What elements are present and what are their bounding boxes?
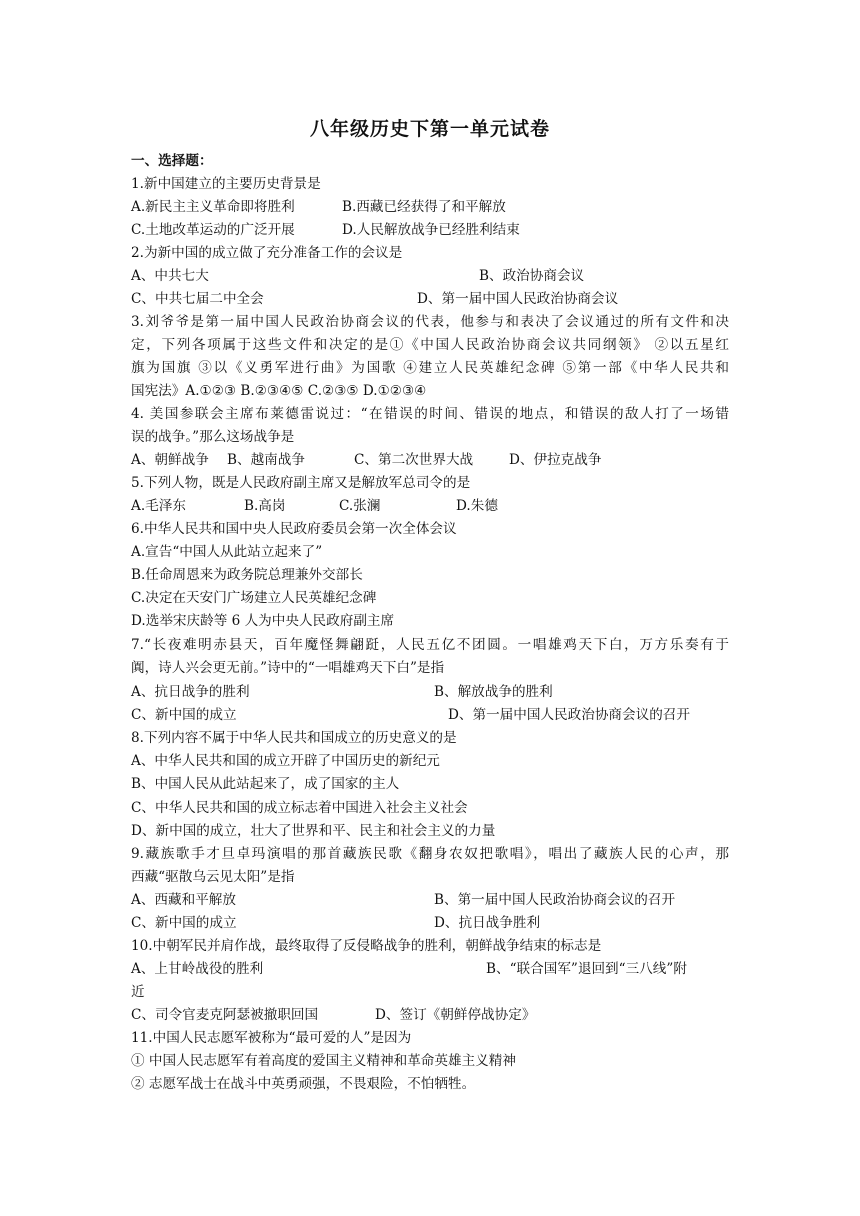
question-9-row-2 bbox=[131, 912, 541, 935]
option-b-continued: 近 bbox=[131, 984, 145, 1000]
option-d: D、伊拉克战争 bbox=[509, 452, 602, 468]
option-a: A.新民主主义革命即将胜利 bbox=[131, 199, 295, 215]
option-b: B、政治协商会议 bbox=[479, 268, 585, 284]
question-1-row-2 bbox=[131, 219, 520, 242]
option-d: D.选举宋庆龄等 6 人为中央人民政府副主席 bbox=[131, 613, 395, 629]
question-9-line-2: 西藏“驱散乌云见太阳”是指 bbox=[131, 869, 295, 885]
question-3-line-3: 旗为国旗 ③以《义勇军进行曲》为国歌 ④建立人民英雄纪念碑 ⑤第一部《中华人民共和 bbox=[131, 360, 729, 376]
question-2-stem: 2.为新中国的成立做了充分准备工作的会议是 bbox=[131, 245, 403, 261]
question-2-row-1 bbox=[131, 265, 585, 288]
question-5-stem: 5.下列人物，既是人民政府副主席又是解放军总司令的是 bbox=[131, 475, 471, 491]
question-7-line-2: 阗，诗人兴会更无前。”诗中的“一唱雄鸡天下白”是指 bbox=[131, 660, 445, 676]
option-b: B.高岗 bbox=[244, 498, 286, 514]
option-b: B.任命周恩来为政务院总理兼外交部长 bbox=[131, 567, 363, 583]
option-a: A、中华人民共和国的成立开辟了中国历史的新纪元 bbox=[131, 753, 440, 769]
question-5-options bbox=[131, 495, 498, 518]
question-4-options bbox=[131, 449, 602, 472]
option-c: C、中共七届二中全会 bbox=[131, 291, 264, 307]
question-1-row-1 bbox=[131, 196, 506, 219]
option-c: C、第二次世界大战 bbox=[354, 452, 474, 468]
option-b: B、“联合国军”退回到“三八线”附 bbox=[486, 961, 687, 977]
question-3-line-1: 3.刘爷爷是第一届中国人民政治协商会议的代表，他参与和表决了会议通过的所有文件和决 bbox=[131, 314, 729, 330]
option-a: A、抗日战争的胜利 bbox=[131, 684, 250, 700]
option-d: D、第一届中国人民政治协商会议的召开 bbox=[448, 707, 690, 723]
section-heading: 一、选择题： bbox=[131, 153, 213, 169]
option-c: C、新中国的成立 bbox=[131, 707, 237, 723]
option-a: A、中共七大 bbox=[131, 268, 209, 284]
question-7-row-2 bbox=[131, 704, 690, 727]
list-item: ① 中国人民志愿军有着高度的爱国主义精神和革命英雄主义精神 bbox=[131, 1053, 516, 1069]
option-d: D、新中国的成立，壮大了世界和平、民主和社会主义的力量 bbox=[131, 823, 496, 839]
option-c: C.张澜 bbox=[339, 498, 381, 514]
question-8-stem: 8.下列内容不属于中华人民共和国成立的历史意义的是 bbox=[131, 730, 457, 746]
option-a: A.宣告“中国人从此站立起来了” bbox=[131, 544, 323, 560]
question-11-stem: 11.中国人民志愿军被称为“最可爱的人”是因为 bbox=[131, 1030, 412, 1046]
option-b: B、越南战争 bbox=[227, 452, 305, 468]
option-c: C、中华人民共和国的成立标志着中国进入社会主义社会 bbox=[131, 800, 468, 816]
question-3-line-4: 国宪法》A.①②③ B.②③④⑤ C.②③⑤ D.①②③④ bbox=[131, 383, 427, 399]
option-d: D、签订《朝鲜停战协定》 bbox=[375, 1007, 536, 1023]
question-7-row-1 bbox=[131, 681, 553, 704]
question-10-row-2 bbox=[131, 1004, 536, 1027]
option-a: A、朝鲜战争 bbox=[131, 452, 209, 468]
option-d: D.朱德 bbox=[456, 498, 498, 514]
page-title: 八年级历史下第一单元试卷 bbox=[309, 118, 550, 140]
question-6-stem: 6.中华人民共和国中央人民政府委员会第一次全体会议 bbox=[131, 521, 457, 537]
option-b: B、第一届中国人民政治协商会议的召开 bbox=[434, 892, 676, 908]
question-9-row-1 bbox=[131, 889, 676, 912]
question-4-line-1: 4. 美国参联会主席布莱德雷说过：“在错误的时间、错误的地点，和错误的敌人打了一场错 bbox=[131, 406, 729, 422]
option-a: A.毛泽东 bbox=[131, 498, 186, 514]
option-b: B、中国人民从此站起来了，成了国家的主人 bbox=[131, 776, 400, 792]
option-c: C.决定在天安门广场建立人民英雄纪念碑 bbox=[131, 590, 377, 606]
option-a: A、上甘岭战役的胜利 bbox=[131, 961, 264, 977]
option-c: C、司令官麦克阿瑟被撤职回国 bbox=[131, 1007, 319, 1023]
option-b: B、解放战争的胜利 bbox=[434, 684, 553, 700]
option-d: D、第一届中国人民政治协商会议 bbox=[417, 291, 619, 307]
option-b: B.西藏已经获得了和平解放 bbox=[342, 199, 506, 215]
question-3-line-2: 定，下列各项属于这些文件和决定的是①《中国人民政治协商会议共同纲领》 ②以五星红 bbox=[131, 337, 729, 353]
option-a: A、西藏和平解放 bbox=[131, 892, 236, 908]
question-9-line-1: 9.藏族歌手才旦卓玛演唱的那首藏族民歌《翻身农奴把歌唱》，唱出了藏族人民的心声，那 bbox=[131, 846, 729, 862]
question-10-stem: 10.中朝军民并肩作战，最终取得了反侵略战争的胜利，朝鲜战争结束的标志是 bbox=[131, 938, 602, 954]
option-d: D、抗日战争胜利 bbox=[434, 915, 541, 931]
option-c: C.土地改革运动的广泛开展 bbox=[131, 222, 295, 238]
question-2-row-2 bbox=[131, 288, 619, 311]
question-10-row-1 bbox=[131, 958, 687, 981]
list-item: ② 志愿军战士在战斗中英勇顽强，不畏艰险，不怕牺牲。 bbox=[131, 1076, 476, 1092]
question-4-line-2: 误的战争。”那么这场战争是 bbox=[131, 429, 295, 445]
question-1-stem: 1.新中国建立的主要历史背景是 bbox=[131, 176, 321, 192]
option-c: C、新中国的成立 bbox=[131, 915, 237, 931]
question-7-line-1: 7.“长夜难明赤县天，百年魔怪舞翩跹，人民五亿不团圆。一唱雄鸡天下白，万方乐奏有于 bbox=[131, 637, 729, 653]
option-d: D.人民解放战争已经胜利结束 bbox=[342, 222, 520, 238]
